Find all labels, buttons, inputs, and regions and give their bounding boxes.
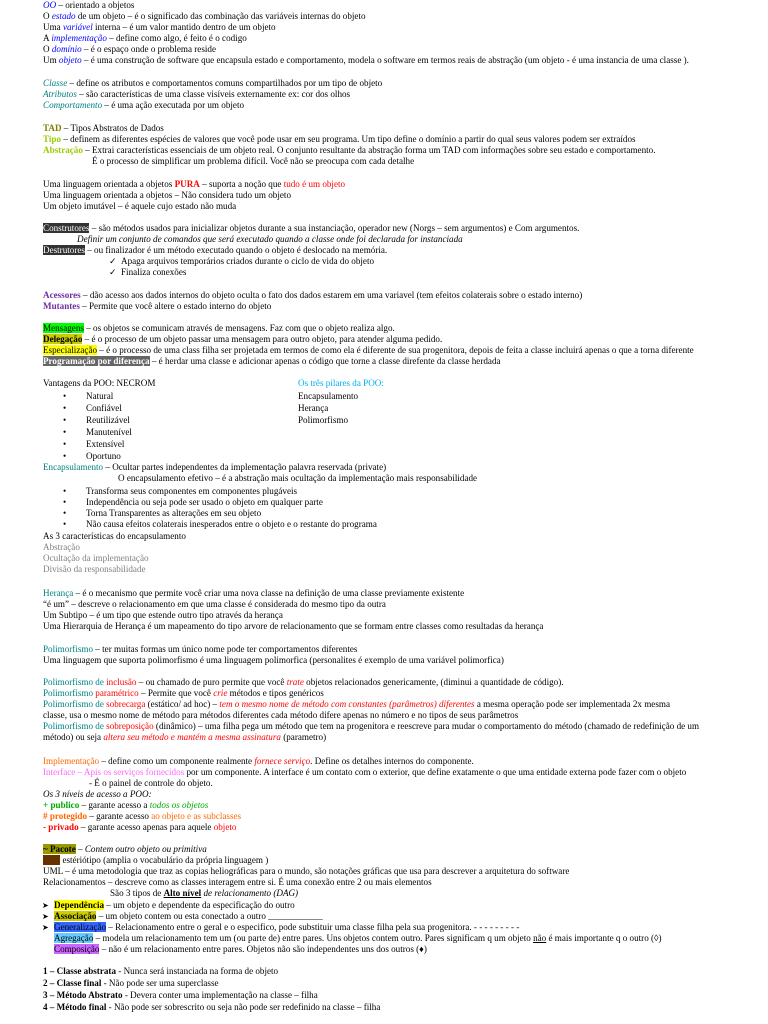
text-span: tem o mesmo nome de método com constantes (parâmetros) diferentes [219,699,475,709]
text-span: – é o espaço onde o problema reside [81,44,216,54]
def-comportamento [43,100,244,111]
text-span: Classe [43,78,68,88]
text-span: Ocultação da implementação [43,553,149,563]
uml-estereotipo [43,855,268,866]
text-span: – Tipos Abstratos de Dados [61,123,164,133]
text-span: tudo é um objeto [283,179,346,189]
text-span: – um objeto contem ou esta conectado a outro ____________ [96,911,323,921]
rel-agregacao [54,933,662,944]
encap-caracteristica [43,542,80,553]
text-span: – garante acesso a [79,800,150,810]
text-span: Construtores [43,223,90,233]
def-variavel [43,22,276,33]
text-span: Reutilizável [86,415,130,425]
pilar-item [298,415,348,426]
text-span: – define como algo, é feito é o codigo [106,33,247,43]
poli-parametrico [43,688,324,699]
final-item-1 [43,966,278,977]
nivel-publico [43,800,208,811]
text-span: sobreposição [106,721,154,731]
text-span: objeto [58,55,82,65]
text-span: Composição [54,944,100,954]
text-span: Comportamento [43,100,103,110]
uml-relacionamentos [43,877,432,888]
text-span: (dinâmico) – uma filha pega um método que tem na progenitora e reescreve para mudar o comportamento do método (chamado de redefinição de um [153,721,700,731]
text-span: Agregação [54,933,94,943]
text-span: Uma linguagem orientada a objetos – Não considera tudo um objeto [43,190,291,200]
def-delegacao [43,334,442,345]
text-span: O [43,11,52,21]
text-span: Divisão da responsabilidade [43,564,146,574]
text-span: Os três pilares da POO: [298,378,384,388]
text-span: Classe abstrata [56,966,116,976]
text-span: O [43,44,52,54]
rel-dependencia [54,900,295,911]
text-span: 4 – [43,1002,57,1012]
interface-painel [89,778,213,789]
text-span: - É o painel de controle do objeto. [89,778,213,788]
text-span: – um objeto e dependente da especificação do outro [104,900,295,910]
text-span: Polimorfismo de [43,677,107,687]
text-span: Uma Hierarquia de Herança é um mapeamento do tipo arvore de relacionamento que se formam entre classes como resultadas da herança [43,621,544,631]
text-span: Um Subtipo – é um tipo que estende outro tipo através da herança [43,610,283,620]
def-tipo [43,134,636,145]
text-span: Transforma seus componentes em componentes plugáveis [86,486,298,496]
text-span: Classe final [56,978,102,988]
text-span: todos os objetos [149,800,209,810]
text-span: – Apis os serviços fornecidos [75,767,185,777]
text-span: Polimorfismo [43,644,94,654]
encap-caracteristicas-title [43,531,186,542]
text-span: Vantagens da POO: NECROM [43,378,156,388]
text-span: Uma [43,22,63,32]
term-oo: OO [43,0,57,10]
text-span: – são características de uma classe visíveis externamente ex: cor dos olhos [76,89,351,99]
list-item [86,427,132,438]
list-item [86,497,323,508]
uml-def [43,866,569,877]
text-span: objetos relacionados genericamente, (diminui a quantidade de código). [303,677,564,687]
text-span: Dependência [54,900,105,910]
encap-caracteristica [43,553,149,564]
text-span: – orientado a objetos [56,0,135,10]
text-span: (parametro) [280,732,327,742]
text-span: Uma linguagem que suporta polimorfismo é uma linguagem polimorfica (personalites é exemplo de uma variável polimorfica) [43,655,504,665]
def-imutavel [43,201,236,212]
text-span: - Nunca será instanciada na forma de objeto [116,966,279,976]
def-abstracao-2 [92,156,414,167]
text-span: estériótipo (amplia o vocabulário da própria linguagem ) [60,855,269,865]
text-span: Mutantes [43,301,80,311]
text-span: inclusão [106,677,137,687]
text-span: ester [43,855,61,865]
text-span: – Permite que você altere o estado interno do objeto [79,301,272,311]
text-span: Alto nível [163,888,202,898]
text-span: – é o processo de uma class filha ser projetada em termos de como ela é diferente de sua progenitora, depois de feita a classe incluirá apenas o que a torna diferente [97,345,694,355]
nivel-protegido [43,811,241,822]
text-span: – Extrai características essenciais de um objeto real. O conjunto resultante da abstração forma um TAD com informações sobre seu estado e comportamento. [82,145,656,155]
text-span: objeto [213,822,237,832]
def-oo [43,0,134,11]
rel-generalizacao [54,922,519,933]
list-item [86,391,113,402]
text-span: é mais importante q o outro (◊) [546,933,662,943]
text-span: Finaliza conexões [121,267,187,277]
list-item [86,508,261,519]
text-span: São 3 tipos de [110,888,164,898]
rel-composicao [54,944,427,955]
text-span: (estático/ ad hoc) – [145,699,220,709]
def-tad [43,123,164,134]
construtores-note [77,234,463,245]
pilar-item [298,391,358,402]
text-span: altera seu método e mantém a mesma assinatura [103,732,281,742]
text-span: ~ Pacote [43,844,76,854]
nivel-privado [43,822,236,833]
text-span: - privado [43,822,79,832]
def-mensagens [43,323,395,334]
text-span: – ou chamado de puro permite que você [136,677,287,687]
def-heranca [43,588,464,599]
def-estado [43,11,366,22]
text-span: Polimorfismo [298,415,349,425]
text-span: – dão acesso aos dados internos do objeto oculta o fato dos dados estarem em uma variavel (tem efeitos colaterais sobre o estado interno) [80,290,583,300]
def-nao-pura [43,190,291,201]
def-especializacao [43,345,694,356]
text-span: sobrecarga [106,699,146,709]
text-span: Herança [298,403,329,413]
text-span: – Ocultar partes independentes da implementação palavra reservada (private) [103,462,387,472]
def-pura [43,179,345,190]
encap-caracteristica [43,564,146,575]
text-span: interna – é um valor mantido dentro de um objeto [92,22,276,32]
heranca-hierarquia [43,621,543,632]
def-construtores [43,223,579,234]
uml-pacote [43,844,207,855]
encap-efetivo [118,473,477,484]
final-item-2 [43,978,219,989]
text-span: Especialização [43,345,98,355]
text-span: paramétrico [95,688,139,698]
text-span: – definem as diferentes espécies de valores que você pode usar em seu programa. Um tipo define o domínio a partir do qual seus valores podem ser extraídos [61,134,636,144]
text-span: – ou finalizador é um método executado quando o objeto é deslocado na memória. [84,245,388,255]
text-span: UML – é uma metodologia que traz as copias heliográficas para o mundo, são notações gráficas que usa para descrever a arquitetura do software [43,866,570,876]
def-interface [43,767,686,778]
poli-sobrecarga [43,699,670,710]
list-item [86,415,130,426]
text-span: Delegação [43,334,83,344]
text-span: – modela um relacionamento tem um (ou parte de) entre pares. Uns objetos contem outro. Pares significam q um objeto [93,933,534,943]
heranca-subtipo [43,610,283,621]
text-span: – é o mecanismo que permite você criar uma nova classe na definição de uma classe previamente existente [73,588,465,598]
text-span: Abstração [43,145,83,155]
text-span: + publico [43,800,80,810]
text-span: . Define os detalhes internos do componente. [310,756,474,766]
poli-inclusao [43,677,564,688]
list-item [86,439,124,450]
text-span: - Não pode ser uma superclasse [101,978,219,988]
text-span: – não é um relacionamento entre pares. Objetos não são independentes uns dos outros (♦) [99,944,427,954]
text-span: Encapsulamento [298,391,359,401]
text-span: Interface [43,767,76,777]
text-span: Apaga arquivos temporários criados durante o ciclo de vida do objeto [121,256,375,266]
text-span: 3 – [43,990,57,1000]
text-span: 2 – [43,978,57,988]
text-span: TAD [43,123,62,133]
def-classe [43,78,382,89]
text-span: Definir um conjunto de comandos que será executado quando a classe onde foi declarada for instanciada [77,234,463,244]
text-span: Uma linguagem orientada a objetos [43,179,175,189]
def-implementacao-2 [43,756,474,767]
def-polimorfismo [43,644,357,655]
pilares-title [298,378,384,389]
def-encapsulamento [43,462,386,473]
text-span: É o processo de simplificar um problema difícil. Você não se preocupa com cada detalhe [92,156,415,166]
text-span: Método Abstrato [56,990,123,1000]
text-span: Confiável [86,403,122,413]
vantagens-title [43,378,155,389]
def-abstracao [43,145,655,156]
text-span: – Permite que você [138,688,214,698]
text-span: Não causa efeitos colaterais inesperados entre o objeto e o restante do programa [86,519,377,529]
text-span: - Devera conter uma implementação na classe – filha [122,990,318,1000]
list-item [86,403,122,414]
text-span: A [43,33,52,43]
text-span: ao objeto e as subclasses [151,811,242,821]
text-span: – são métodos usados para inicializar objetos durante a sua instanciação, operador new (Norgs – sem argumentos) e Com argumentos. [89,223,580,233]
text-span: PURA [174,179,200,189]
text-span: de um objeto – é o significado das combinação das variáveis internas do objeto [75,11,366,21]
text-span: – define como um componente realmente [99,756,255,766]
list-item [86,486,297,497]
text-span: a mesma operação pode ser implementada 2x mesma [474,699,670,709]
def-acessores [43,290,582,301]
text-span: # protegido [43,811,88,821]
text-span: – é o processo de um objeto passar uma mensagem para outro objeto, para atender alguma pedido. [82,334,443,344]
text-span: “é um” – descreve o relacionamento em que uma classe é considerada do mesmo tipo da outra [43,599,386,609]
text-span: – é uma construção de software que encapsula estado e comportamento, modela o software em termos reais de abstração (um objeto - é uma instancia de uma classe ). [81,55,689,65]
text-span: classe, usa o mesmo nome de método para métodos diferentes cada método difere apenas no número e no tipos de seus parâmetros [43,710,519,720]
pilar-item [298,403,328,414]
text-span: Herança [43,588,74,598]
text-span: Relacionamentos – descreve como as classes interagem entre si. É uma conexão entre 2 ou mais elementos [43,877,432,887]
def-atributos [43,89,350,100]
poli-linguagem [43,655,504,666]
text-span: Associação [54,911,97,921]
text-span: implementação [51,33,107,43]
text-span: métodos e tipos genéricos [227,688,324,698]
text-span: Polimorfismo de [43,699,107,709]
text-span: não [533,933,547,943]
text-span: Manutenível [86,427,132,437]
def-mutantes [43,301,271,312]
text-span: - Não pode ser sobrescrito ou seja não pode ser redefinido na classe – filha [106,1002,381,1012]
text-span: Implementação [43,756,100,766]
text-span: Natural [86,391,114,401]
text-span: 1 – [43,966,57,976]
text-span: Acessores [43,290,81,300]
check-item [121,267,186,278]
text-span: Polimorfismo [43,688,96,698]
text-span: – suporta a noção que [199,179,284,189]
text-span: variável [62,22,93,32]
text-span: de relacionamento (DAG) [201,888,299,898]
check-item [121,256,374,267]
text-span: – garante acesso apenas para aquele [78,822,214,832]
text-span: As 3 características do encapsulamento [43,531,186,541]
text-span: Atributos [43,89,77,99]
list-item [86,451,121,462]
text-span: – Contem outro objeto ou primitiva [75,844,207,854]
text-span: método) ou seja [43,732,104,742]
def-objeto [43,55,689,66]
text-span: Mensagens [43,323,84,333]
text-span: crie [213,688,228,698]
text-span: Encapsulamento [43,462,104,472]
text-span: – ter muitas formas um único nome pode ter comportamentos diferentes [93,644,358,654]
text-span: Independência ou seja pode ser usado o objeto em qualquer parte [86,497,323,507]
final-item-3 [43,990,318,1001]
uml-tipos [110,888,298,899]
text-span: Tipo [43,134,62,144]
text-span: Destrutores [43,245,85,255]
def-programacao-diferenca [43,356,501,367]
niveis-title [43,789,152,800]
text-span: Um objeto imutável – é aquele cujo estado não muda [43,201,237,211]
heranca-e-um [43,599,386,610]
text-span: fornece serviço [254,756,311,766]
text-span: Polimorfismo de [43,721,107,731]
text-span: por um componente. A interface é um contato com o exterior, que define exatamente o que uma entidade externa pode fazer com o objeto [184,767,687,777]
text-span: – é uma ação executada por um objeto [102,100,245,110]
text-span: Torna Transparentes as alterações em seu objeto [86,508,262,518]
text-span: Método final [56,1002,107,1012]
text-span: O encapsulamento efetivo – é a abstração mais ocultação da implementação mais responsabilidade [118,473,478,483]
text-span: – define os atributos e comportamentos comuns compartilhados por um tipo de objeto [67,78,383,88]
text-span: domínio [51,44,82,54]
def-implementacao [43,33,247,44]
text-span: – é herdar uma classe e adicionar apenas o código que torne a classe direfente da classe herdada [149,356,501,366]
poli-sobrecarga-2 [43,710,518,721]
rel-associacao [54,911,323,922]
poli-sobreposicao [43,721,699,732]
list-item [86,519,377,530]
text-span: – os objetos se comunicam através de mensagens. Faz com que o objeto realiza algo. [83,323,395,333]
text-span: Um [43,55,59,65]
text-span: estado [51,11,76,21]
text-span: – Relacionamento entre o geral e o especifico, pode substituir uma classe filha pela sua progenitora. - - - - - - - - - [106,922,520,932]
text-span: Extensível [86,439,125,449]
def-destrutores [43,245,387,256]
text-span: Oportuno [86,451,121,461]
final-item-4 [43,1002,380,1013]
text-span: Programação por diferença [43,356,150,366]
text-span: Os 3 níveis de acesso a POO: [43,789,152,799]
poli-sobreposicao-2 [43,732,326,743]
text-span: trate [286,677,304,687]
text-span: – garante acesso [87,811,152,821]
def-dominio [43,44,216,55]
text-span: Generalização [54,922,106,932]
text-span: Abstração [43,542,80,552]
